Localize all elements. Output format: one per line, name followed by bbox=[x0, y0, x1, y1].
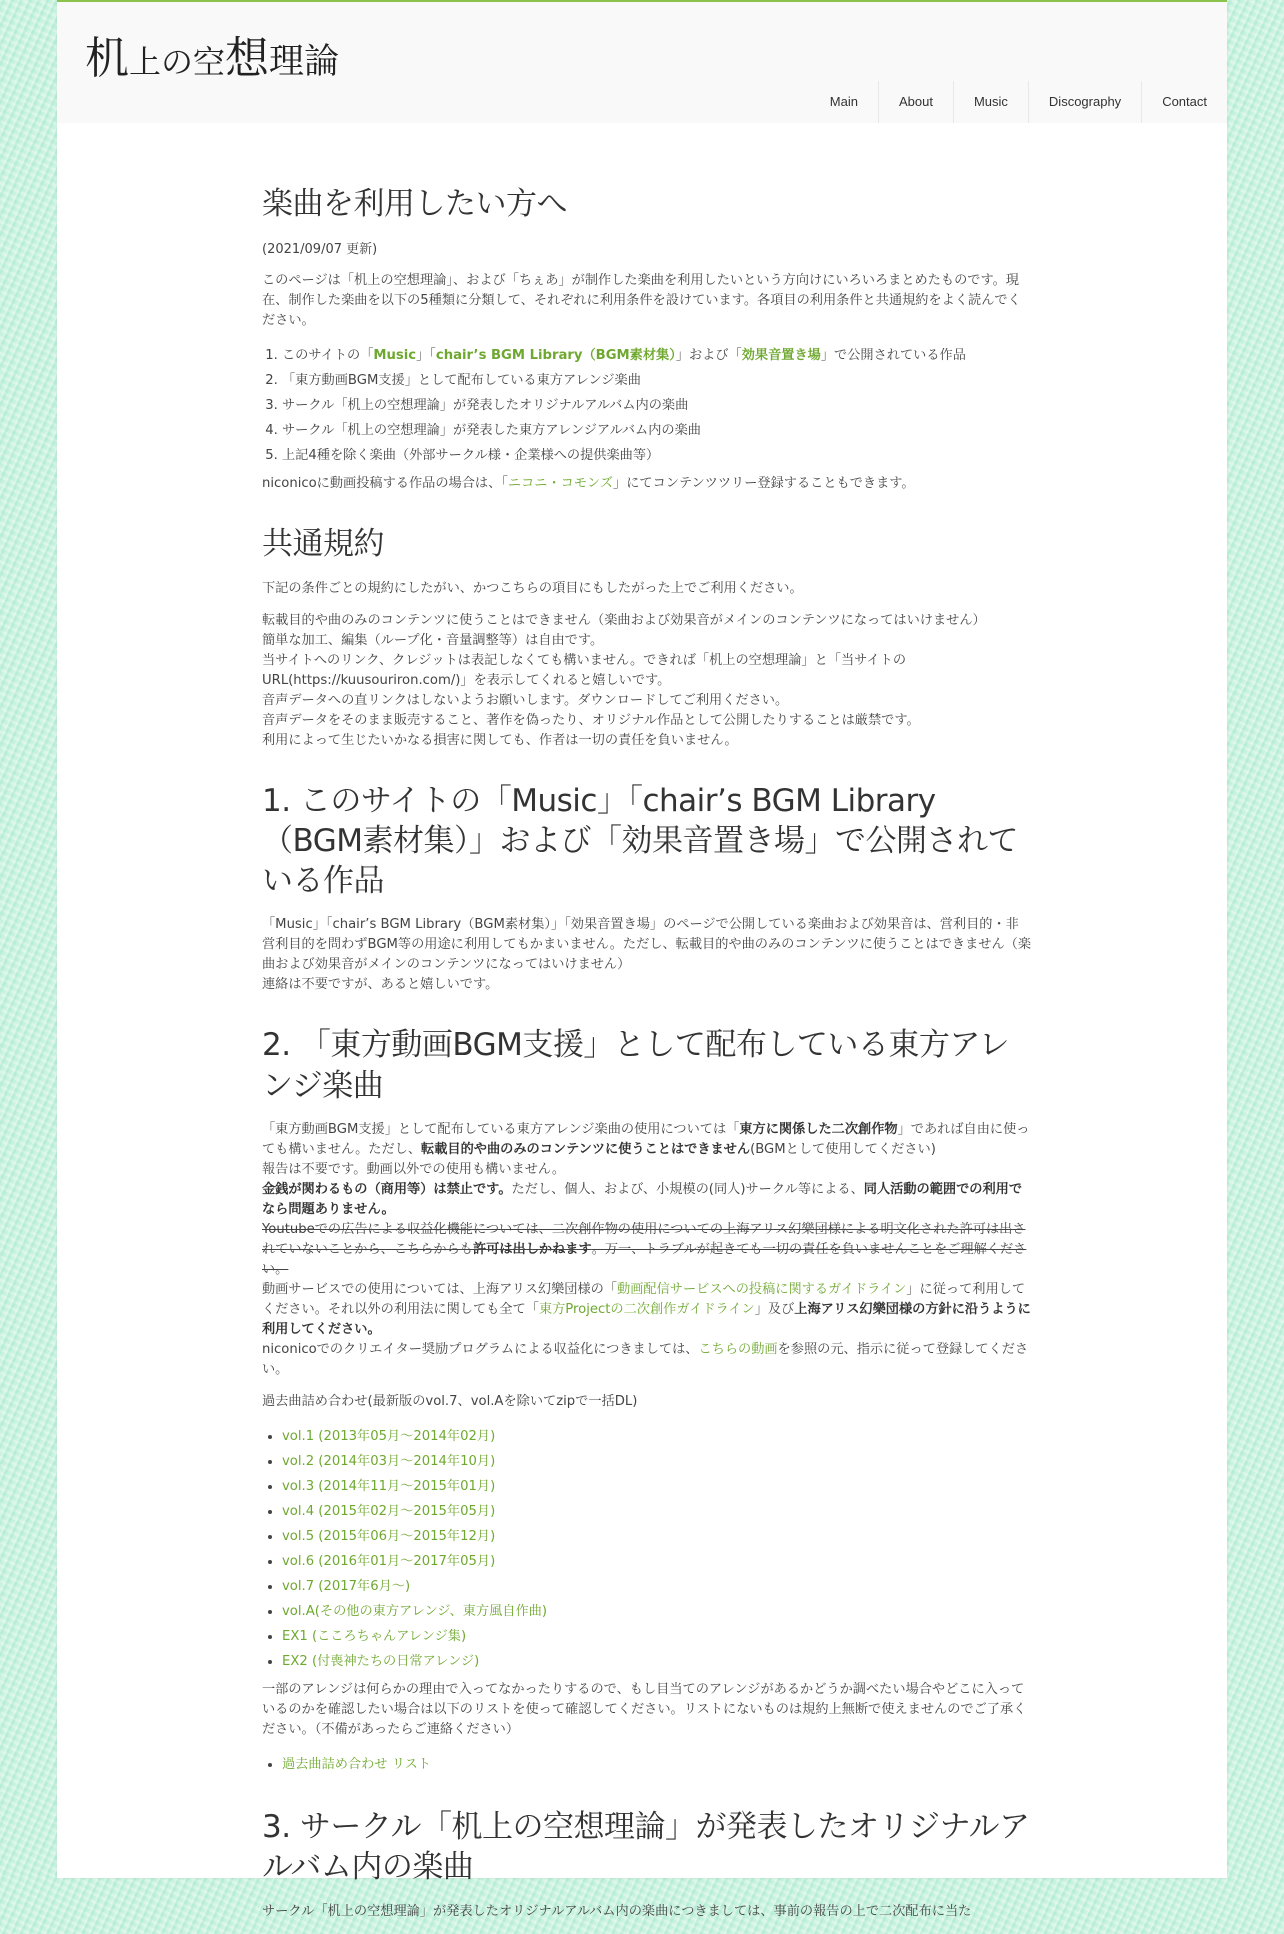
volume-list bbox=[262, 1424, 1032, 1674]
list-item: 3. サークル「机上の空想理論」が発表したオリジナルアルバム内の楽曲 bbox=[282, 393, 1032, 418]
volume-link[interactable]: vol.4 (2015年02月～2015年05月) bbox=[282, 1504, 496, 1520]
list-item bbox=[282, 1524, 1032, 1549]
rule-line: 音声データへの直リンクはしないようお願いします。ダウンロードしてご利用ください。 bbox=[262, 692, 789, 708]
logo-char: 理 bbox=[269, 42, 305, 82]
section-heading-common: 共通規約 bbox=[262, 526, 384, 563]
list-item bbox=[282, 1549, 1032, 1574]
nico-commons-link[interactable]: ニコニ・コモンズ bbox=[507, 476, 614, 492]
rule-line: 転載目的や曲のみのコンテンツに使うことはできません（楽曲および効果音がメインのコンテンツになってはいけません） bbox=[262, 612, 986, 628]
common-rules bbox=[262, 611, 1032, 751]
list-item bbox=[282, 1449, 1032, 1474]
section-heading-2: 2. 「東方動画BGM支援」として配布している東方アレンジ楽曲 bbox=[262, 1027, 1010, 1104]
volume-link[interactable]: EX1 (こころちゃんアレンジ集) bbox=[282, 1629, 467, 1645]
site-logo[interactable] bbox=[85, 22, 339, 82]
logo-char: 空 bbox=[193, 43, 226, 81]
section-heading-1: 1. このサイトの「Music」「chair’s BGM Library（BGM素材集）」および「効果音置き場」で公開されている作品 bbox=[262, 782, 1018, 900]
main-content bbox=[262, 154, 1032, 1934]
rule-line: 利用によって生じたいかなる損害に関しても、作者は一切の責任を負いません。 bbox=[262, 732, 738, 748]
volume-link[interactable]: vol.6 (2016年01月～2017年05月) bbox=[282, 1554, 496, 1570]
section-2-body: 「東方動画BGM支援」として配布している東方アレンジ楽曲の使用については「東方に関係した二次創作物」であれば自由に使っても構いません。ただし、転載目的や曲のみのコンテンツに使うことはできません(BGMとして使用してください) 報告は不要です。動画以外での使用も構いません。 金銭が関わるもの（商用等）は禁止です。ただし、個人、および、小規模の(同人)サークル等による、同人活動の範囲での利用でなら問題ありません。 Youtubeでの広告による収益化機能については、二次創作物の使用についての上海アリス幻樂団様による明文化された許可は出されていないことから、こちらからも許可は出しかねます。万一、トラブルが起きても一切の責任を負いませんことをご理解ください。 動画サービスでの使用については、上海アリス幻樂団様の「動画配信サービスへの投稿に関するガイドライン」に従って利用してください。それ以外の利用法に関しても全て「東方Projectの二次創作ガイドライン」及び上海アリス幻樂団様の方針に沿うように利用してください。 niconicoでのクリエイター奨励プログラムによる収益化につきましては、こちらの動画を参照の元、指示に従って登録してください。 bbox=[262, 1122, 1031, 1378]
nav-contact[interactable]: Contact bbox=[1141, 81, 1227, 123]
list-item bbox=[282, 1624, 1032, 1649]
section-3-body: サークル「机上の空想理論」が発表したオリジナルアルバム内の楽曲につきましては、事前の報告の上で二次配布に当た bbox=[262, 1903, 972, 1919]
list-note: 一部のアレンジは何らかの理由で入ってなかったりするので、もし目当てのアレンジがあるかどうか調べたい場合やどこに入っているのかを確認したい場合は以下のリストを使って確認してください。リストにないものは規約上無断で使えませんのでご了承ください。（不備があったらご連絡ください） bbox=[262, 1682, 1027, 1738]
creator-video-link[interactable]: こちらの動画 bbox=[698, 1342, 778, 1358]
page-container bbox=[57, 0, 1227, 1919]
page-title: 楽曲を利用したい方へ bbox=[262, 186, 567, 222]
volume-link[interactable]: vol.3 (2014年11月～2015年01月) bbox=[282, 1479, 496, 1495]
volume-link[interactable]: vol.7 (2017年6月～) bbox=[282, 1579, 411, 1595]
common-lead: 下記の条件ごとの規約にしたがい、かつこちらの項目にもしたがった上でご利用ください。 bbox=[262, 580, 803, 596]
list-item: 5. 上記4種を除く楽曲（外部サークル様・企業様への提供楽曲等） bbox=[282, 443, 1032, 468]
logo-char: 論 bbox=[304, 42, 340, 82]
intro-text: このページは「机上の空想理論」、および「ちぇあ」が制作した楽曲を利用したいという方向けにいろいろまとめたものです。現在、制作した楽曲を以下の5種類に分類して、それぞれに利用条件を設けています。各項目の利用条件と共通規約をよく読んでください。 bbox=[262, 273, 1021, 329]
past-songs-lead: 過去曲詰め合わせ(最新版のvol.7、vol.Aを除いてzipで一括DL) bbox=[262, 1394, 638, 1410]
list-item: 2. 「東方動画BGM支援」として配布している東方アレンジ楽曲 bbox=[282, 368, 1032, 393]
site-header bbox=[57, 2, 1227, 123]
list-item bbox=[282, 1599, 1032, 1624]
bgm-library-link[interactable]: chair’s BGM Library（BGM素材集） bbox=[435, 348, 676, 364]
nav-main[interactable]: Main bbox=[829, 94, 858, 109]
volume-link[interactable]: vol.5 (2015年06月～2015年12月) bbox=[282, 1529, 496, 1545]
rule-line: 音声データをそのまま販売すること、著作を偽ったり、オリジナル作品として公開したりすることは厳禁です。 bbox=[262, 712, 920, 728]
nico-note: niconicoに動画投稿する作品の場合は、「ニコニ・コモンズ」にてコンテンツツリー登録することもできます。 bbox=[262, 476, 915, 492]
logo-char: 机 bbox=[85, 33, 129, 84]
main-nav bbox=[810, 81, 1227, 123]
music-link[interactable]: Music bbox=[373, 348, 417, 364]
logo-char: の bbox=[161, 43, 194, 81]
rule-line: 簡単な加工、編集（ループ化・音量調整等）は自由です。 bbox=[262, 632, 604, 648]
list-item: 4. サークル「机上の空想理論」が発表した東方アレンジアルバム内の楽曲 bbox=[282, 418, 1032, 443]
volume-link[interactable]: vol.1 (2013年05月～2014年02月) bbox=[282, 1429, 496, 1445]
logo-char: 上 bbox=[129, 43, 162, 81]
list-item: 1. このサイトの「Music」「chair’s BGM Library（BGM素材集）」および「効果音置き場」で公開されている作品 bbox=[282, 343, 1032, 368]
list-item bbox=[282, 1499, 1032, 1524]
list-item bbox=[282, 1574, 1032, 1599]
struck-text: Youtubeでの広告による収益化機能については、二次創作物の使用についての上海アリス幻樂団様による明文化された許可は出されていないことから、こちらからも許可は出しかねます。万一、トラブルが起きても一切の責任を負いませんことをご理解ください。 bbox=[262, 1222, 1027, 1278]
list-item bbox=[282, 1474, 1032, 1499]
logo-char: 想 bbox=[225, 33, 270, 84]
volume-link[interactable]: vol.2 (2014年03月～2014年10月) bbox=[282, 1454, 496, 1470]
video-guideline-link[interactable]: 動画配信サービスへの投稿に関するガイドライン bbox=[617, 1282, 907, 1298]
nav-discography[interactable]: Discography bbox=[1028, 81, 1141, 123]
list-link-list bbox=[262, 1752, 1032, 1777]
list-item bbox=[282, 1424, 1032, 1449]
rule-line: 当サイトへのリンク、クレジットは表記しなくても構いません。できれば「机上の空想理論」と「当サイトのURL(https://kuusouriron.com/)」を表示してくれると嬉しいです。 bbox=[262, 652, 907, 688]
updated-date: (2021/09/07 更新) bbox=[262, 242, 378, 258]
past-songs-list-link[interactable]: 過去曲詰め合わせ リスト bbox=[282, 1757, 431, 1773]
list-item bbox=[282, 1649, 1032, 1674]
touhou-guideline-link[interactable]: 東方Projectの二次創作ガイドライン bbox=[538, 1302, 755, 1318]
category-list bbox=[262, 343, 1032, 468]
sound-effects-link[interactable]: 効果音置き場 bbox=[741, 348, 821, 364]
nav-about[interactable]: About bbox=[878, 81, 953, 123]
volume-link[interactable]: EX2 (付喪神たちの日常アレンジ) bbox=[282, 1654, 480, 1670]
section-1-body: 「Music」「chair’s BGM Library（BGM素材集）」「効果音置き場」のページで公開している楽曲および効果音は、営利目的・非営利目的を問わずBGM等の用途に利用してもかまいません。ただし、転載目的や曲のみのコンテンツに使うことはできません（楽曲および効果音がメインのコンテンツになってはいけません） 連絡は不要ですが、あると嬉しいです。 bbox=[262, 917, 1032, 993]
volume-link[interactable]: vol.A(その他の東方アレンジ、東方風自作曲) bbox=[282, 1604, 547, 1620]
list-item bbox=[282, 1752, 1032, 1777]
nav-music[interactable]: Music bbox=[953, 81, 1028, 123]
section-heading-3: 3. サークル「机上の空想理論」が発表したオリジナルアルバム内の楽曲 bbox=[262, 1809, 1030, 1886]
